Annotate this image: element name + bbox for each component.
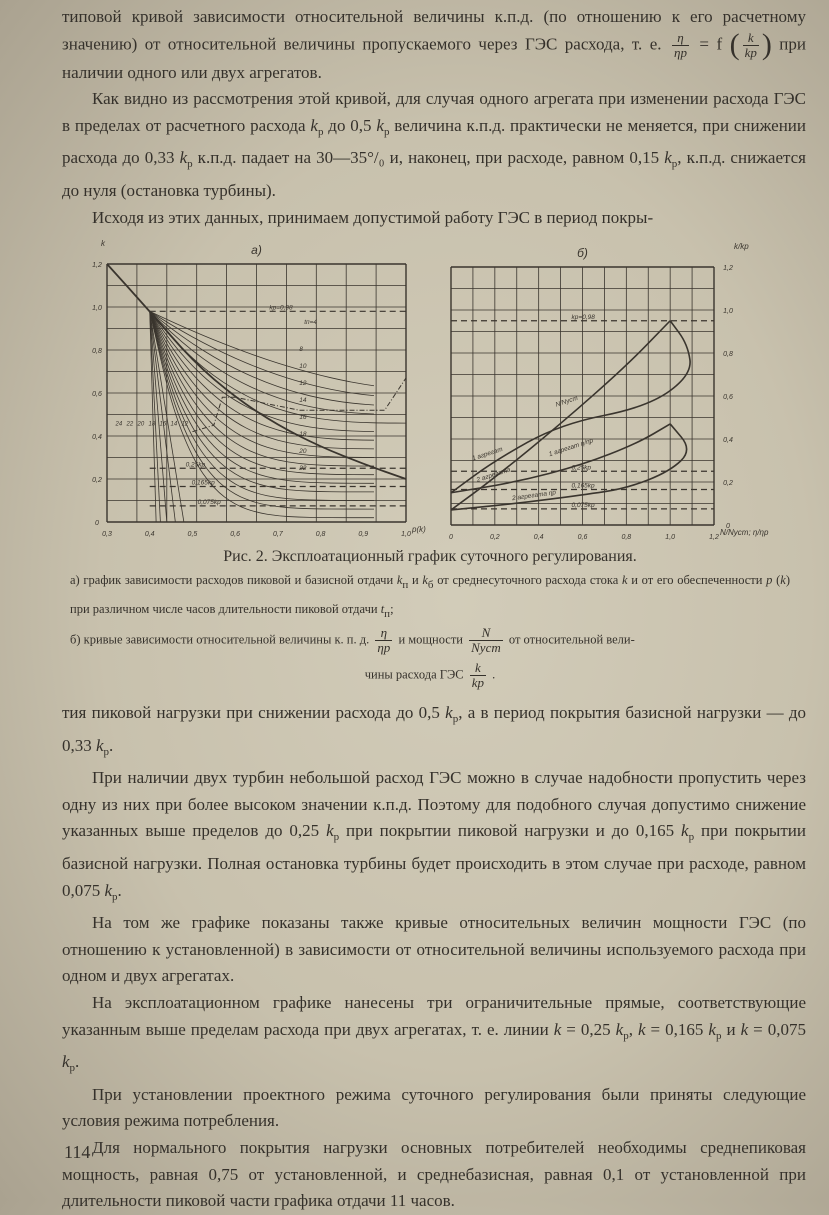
x-tick-label: 0,7: [272, 531, 283, 538]
variable-subscript: р: [383, 125, 390, 138]
bottom-text: [62, 700, 806, 1215]
curve-label: 20: [299, 448, 307, 456]
y-tick-label: 1,0: [92, 305, 102, 312]
x-tick-label: 0,4: [144, 531, 155, 538]
y-tick-label: 0,2: [723, 480, 733, 487]
text-run: чины расхода ГЭС: [364, 667, 467, 682]
paragraph: [62, 765, 806, 910]
paragraph: [62, 990, 806, 1082]
variable-name: k: [622, 573, 628, 587]
variable-name: k: [664, 148, 672, 168]
variable-name: k: [708, 1019, 716, 1039]
curve-label: 22: [299, 465, 307, 473]
curve-label: tп=4: [304, 319, 318, 327]
variable-subscript: б: [427, 579, 434, 591]
figure-b: [430, 236, 790, 541]
text-run: .: [75, 1052, 80, 1072]
variable-subscript: р: [688, 831, 695, 844]
limit-line-label: kр=0,98: [571, 313, 595, 321]
fraction-numerator: N: [469, 626, 503, 641]
variable-name: p: [766, 573, 773, 587]
variable-subscript: р: [671, 158, 678, 171]
fraction-body: [672, 31, 689, 60]
limit-line-label: 0,25kр: [571, 464, 592, 472]
text-run: На эксплоатационном графике нанесены три ограничительные прямые, соответствующие указанным выше пределам расхода при двух агрегатах, т. е. линии: [62, 992, 806, 1039]
text-run: при наличии одного или двух агрегатов.: [62, 34, 807, 82]
variable-subscript: р: [187, 158, 193, 171]
y-tick-label: 0,8: [92, 348, 102, 355]
y-tick-label: 0,8: [723, 351, 733, 358]
math-variable: [741, 1020, 749, 1039]
x-axis-label: N/Nуст; η/ηр: [720, 528, 769, 537]
variable-subscript: р: [317, 125, 324, 138]
text-run: и: [408, 573, 423, 587]
text-run: (: [772, 573, 781, 587]
curve-label: 12: [181, 421, 189, 428]
variable-name: k: [780, 573, 786, 587]
x-axis-label: p(k): [412, 525, 426, 534]
text-run: ) при различном числе часов длительности пиковой отдачи: [70, 573, 790, 616]
variable-subscript: р: [333, 831, 340, 844]
text-run: и мощности: [395, 632, 467, 647]
text-run: Исходя из этих данных, принимаем допустимой работу ГЭС в период покры-: [92, 207, 654, 227]
chart-title: а): [251, 243, 262, 257]
variable-name: k: [615, 1019, 624, 1039]
paragraph: [62, 910, 806, 990]
fraction-denominator: Nуст: [471, 640, 501, 655]
curve-label: 14: [299, 397, 307, 405]
curve-label: 8: [299, 346, 303, 354]
text-run: и: [721, 1019, 741, 1039]
text-run: ;: [390, 602, 394, 616]
variable-name: t: [380, 602, 385, 616]
paragraph: [62, 700, 806, 765]
y-tick-label: 1,2: [723, 265, 733, 272]
fraction-denominator: ηр: [377, 640, 391, 655]
variable-name: k: [376, 115, 384, 135]
variable-name: k: [553, 1019, 562, 1039]
variable-subscript: п: [384, 608, 391, 620]
variable-name: k: [422, 573, 428, 587]
variable-name: k: [62, 1052, 70, 1072]
variable-subscript: р: [69, 1062, 76, 1075]
math-variable: [681, 821, 695, 844]
text-run: при покрытии базисной нагрузки. Полная остановка турбины будет происходить в этом случае при расходе, равном 0,075: [62, 821, 806, 900]
x-tick-label: 0,9: [358, 531, 369, 538]
math-variable: [104, 880, 118, 903]
fraction-denominator: ηр: [674, 44, 687, 60]
variable-name: k: [326, 821, 334, 841]
curve-label: 20: [137, 421, 145, 428]
page-number: 114: [64, 1142, 91, 1162]
caption-line-a: [70, 568, 790, 626]
math-variable: [179, 148, 193, 171]
fraction-body: [469, 626, 503, 655]
x-tick-label: 1,2: [709, 534, 719, 541]
math-variable: [638, 1020, 646, 1039]
text-run: На том же графике показаны также кривые относительных величин мощности ГЭС (по отношению к установленной) в зависимости от относительной величины используемого расхода при одном и двух агрегатах.: [62, 913, 806, 986]
variable-name: k: [179, 148, 188, 168]
caption-title: Рис. 2. Эксплоатационный график суточного регулирования.: [223, 548, 637, 565]
variable-subscript: р: [715, 1029, 722, 1042]
x-tick-label: 0,2: [489, 534, 500, 541]
variable-name: k: [396, 573, 403, 587]
x-tick-label: 0,8: [621, 534, 632, 541]
curve-label: 22: [126, 421, 134, 428]
fraction: [669, 29, 692, 60]
text-run: При наличии двух турбин небольшой расход ГЭС можно в случае надобности пропустить через одну из них при более высоком значении к.п.д. Поэтому для подобного случая допустимо снижение указанных выше пределов до 0,25: [62, 768, 806, 841]
math-variable: [396, 573, 409, 591]
text-run: к.п.д. падает на 30—35°/₀ и, наконец, при расходе, равном 0,15: [192, 148, 665, 168]
fraction-numerator: η: [672, 31, 689, 46]
curve-label: 2 агрегата ηр: [511, 489, 557, 503]
text-run: тия пиковой нагрузки при снижении расхода до 0,5: [62, 703, 446, 722]
x-tick-label: 1,0: [401, 531, 411, 538]
text-run: .: [117, 880, 122, 900]
family-curve: [150, 311, 406, 423]
text-run: при покрытии пиковой нагрузки и до 0,165: [339, 821, 682, 841]
paren-close: ): [761, 27, 772, 61]
text-run: , к.п.д. снижается до нуля (остановка турбины).: [62, 148, 807, 200]
x-tick-label: 0: [449, 534, 453, 541]
curve-label: 1 агрегат: [471, 445, 504, 463]
math-variable: [422, 573, 434, 591]
text-run: = 0,075: [748, 1019, 807, 1039]
y-axis-label: k/kр: [734, 242, 749, 251]
math-variable: [708, 1019, 722, 1042]
y-tick-label: 0,4: [92, 434, 102, 441]
y-tick-label: 0,4: [723, 437, 733, 444]
paragraph: [62, 205, 806, 232]
text-run: .: [109, 735, 114, 755]
text-run: , а в период покрытия базисной нагрузки — до 0,33: [62, 703, 806, 755]
limit-line-label: 0,075kр: [571, 501, 595, 509]
text-run: от среднесуточного расхода стока: [433, 573, 623, 587]
caption-line-b: [70, 626, 790, 655]
limit-line-label: 0,25kр: [185, 461, 206, 469]
x-tick-label: 0,4: [533, 534, 544, 541]
y-tick-label: 0,6: [723, 394, 733, 401]
top-text: [62, 4, 806, 231]
text-run: типовой кривой зависимости относительной величины к.п.д. (по отношению к его расчетному значению) от относительной величины пропускаемого через ГЭС расхода, т. е.: [62, 7, 806, 53]
fraction-numerator: k: [743, 31, 759, 46]
y-axis-label: k: [101, 239, 105, 248]
text-run: При установлении проектного режима суточного регулирования были приняты следующие условия режима потребления.: [62, 1084, 806, 1131]
text-run: и от его обеспеченности: [627, 573, 767, 587]
math-variable: [445, 703, 459, 725]
y-tick-label: 0: [726, 523, 730, 530]
family-curve: [150, 311, 374, 395]
x-tick-label: 0,8: [315, 531, 326, 538]
variable-name: k: [637, 1019, 646, 1039]
limit-line-label: kр=0,98: [269, 304, 293, 312]
family-curve: [150, 311, 374, 500]
text-run: величина к.п.д. практически не меняется, при снижении расхода до 0,33: [62, 115, 806, 168]
fraction: [729, 27, 772, 61]
math-variable: [96, 735, 110, 758]
variable-subscript: р: [103, 745, 110, 758]
curve-label: 16: [299, 414, 307, 422]
fraction-numerator: η: [375, 626, 392, 641]
curve-label: 24: [115, 421, 123, 428]
x-tick-label: 0,6: [577, 534, 588, 541]
math-variable: [376, 115, 390, 138]
math-variable: [62, 1052, 76, 1075]
x-tick-label: 0,6: [230, 531, 241, 538]
text-run: .: [489, 667, 496, 682]
variable-name: k: [445, 703, 453, 722]
limit-line-label: 0,075kр: [197, 498, 221, 506]
math-variable: [380, 602, 391, 620]
math-variable: [664, 148, 678, 171]
text-run: до 0,5: [323, 115, 377, 135]
fraction-numerator: k: [470, 661, 486, 676]
fraction: [466, 625, 506, 655]
figure-caption: [70, 546, 790, 690]
variable-name: k: [96, 735, 104, 755]
chart-title: б): [577, 246, 588, 260]
variable-name: k: [310, 115, 318, 135]
math-variable: [615, 1019, 629, 1042]
variable-subscript: р: [112, 890, 118, 903]
curve-label: N/Nуст: [554, 394, 579, 409]
text-run: Как видно из рассмотрения этой кривой, для случая одного агрегата при изменении расхода ГЭС в пределах от расчетного расхода: [62, 89, 806, 135]
variable-name: k: [681, 821, 689, 841]
limit-line-label: 0,165kр: [571, 482, 595, 490]
curve-label: 14: [170, 421, 178, 428]
curve-label: 10: [299, 363, 307, 371]
curve-label: 18: [148, 421, 156, 428]
variable-name: k: [104, 880, 113, 900]
caption-line-c: [70, 661, 790, 690]
fraction-denominator: kр: [744, 44, 757, 60]
variable-name: k: [740, 1019, 749, 1039]
text-run: ,: [628, 1019, 638, 1039]
y-tick-label: 0,2: [92, 477, 102, 484]
y-tick-label: 1,0: [723, 308, 733, 315]
paragraph: [62, 4, 806, 86]
text-run: а) график зависимости расходов пиковой и базисной отдачи: [70, 573, 397, 587]
curve-label: 2 агрегата: [475, 466, 512, 484]
x-tick-label: 1,0: [665, 534, 676, 541]
fraction-body: [470, 661, 486, 690]
curve-label: 16: [159, 421, 167, 428]
fraction-denominator: kр: [471, 675, 485, 690]
variable-subscript: р: [623, 1029, 629, 1042]
curve-label: 12: [299, 380, 307, 388]
paragraph: [62, 1082, 806, 1135]
fraction-body: [743, 31, 759, 60]
text-run: Для нормального покрытия нагрузки основных потребителей необходимы среднепиковая мощность, равная 0,75 от установленной, и среднебазисная, равная 0,1 от установленной при длительности пиковой части графика отдачи 11 часов.: [62, 1137, 806, 1211]
text-run: от относительной вели-: [505, 632, 635, 647]
math-variable: [310, 115, 324, 138]
paragraph: [62, 86, 806, 204]
text-run: = 0,25: [561, 1019, 616, 1039]
figure-a: [78, 236, 426, 541]
variable-subscript: р: [452, 713, 459, 725]
x-tick-label: 0,5: [187, 531, 198, 538]
text-run: б) кривые зависимости относительной величины к. п. д.: [70, 632, 373, 647]
math-variable: [326, 821, 340, 844]
text-run: = f: [691, 34, 730, 53]
curve-label: 1 агрегат η/ηр: [548, 437, 595, 459]
limit-line-label: 0,165kр: [191, 479, 215, 487]
curve-label: 18: [299, 431, 307, 439]
y-tick-label: 0: [95, 520, 99, 527]
fraction-body: [375, 626, 392, 655]
x-tick-label: 0,3: [102, 531, 112, 538]
y-tick-label: 1,2: [92, 262, 102, 269]
fraction: [467, 660, 489, 690]
text-run: = 0,165: [645, 1019, 709, 1039]
paragraph: [62, 1135, 806, 1215]
paren-open: (: [729, 27, 740, 61]
variable-subscript: п: [402, 579, 409, 591]
y-tick-label: 0,6: [92, 391, 102, 398]
